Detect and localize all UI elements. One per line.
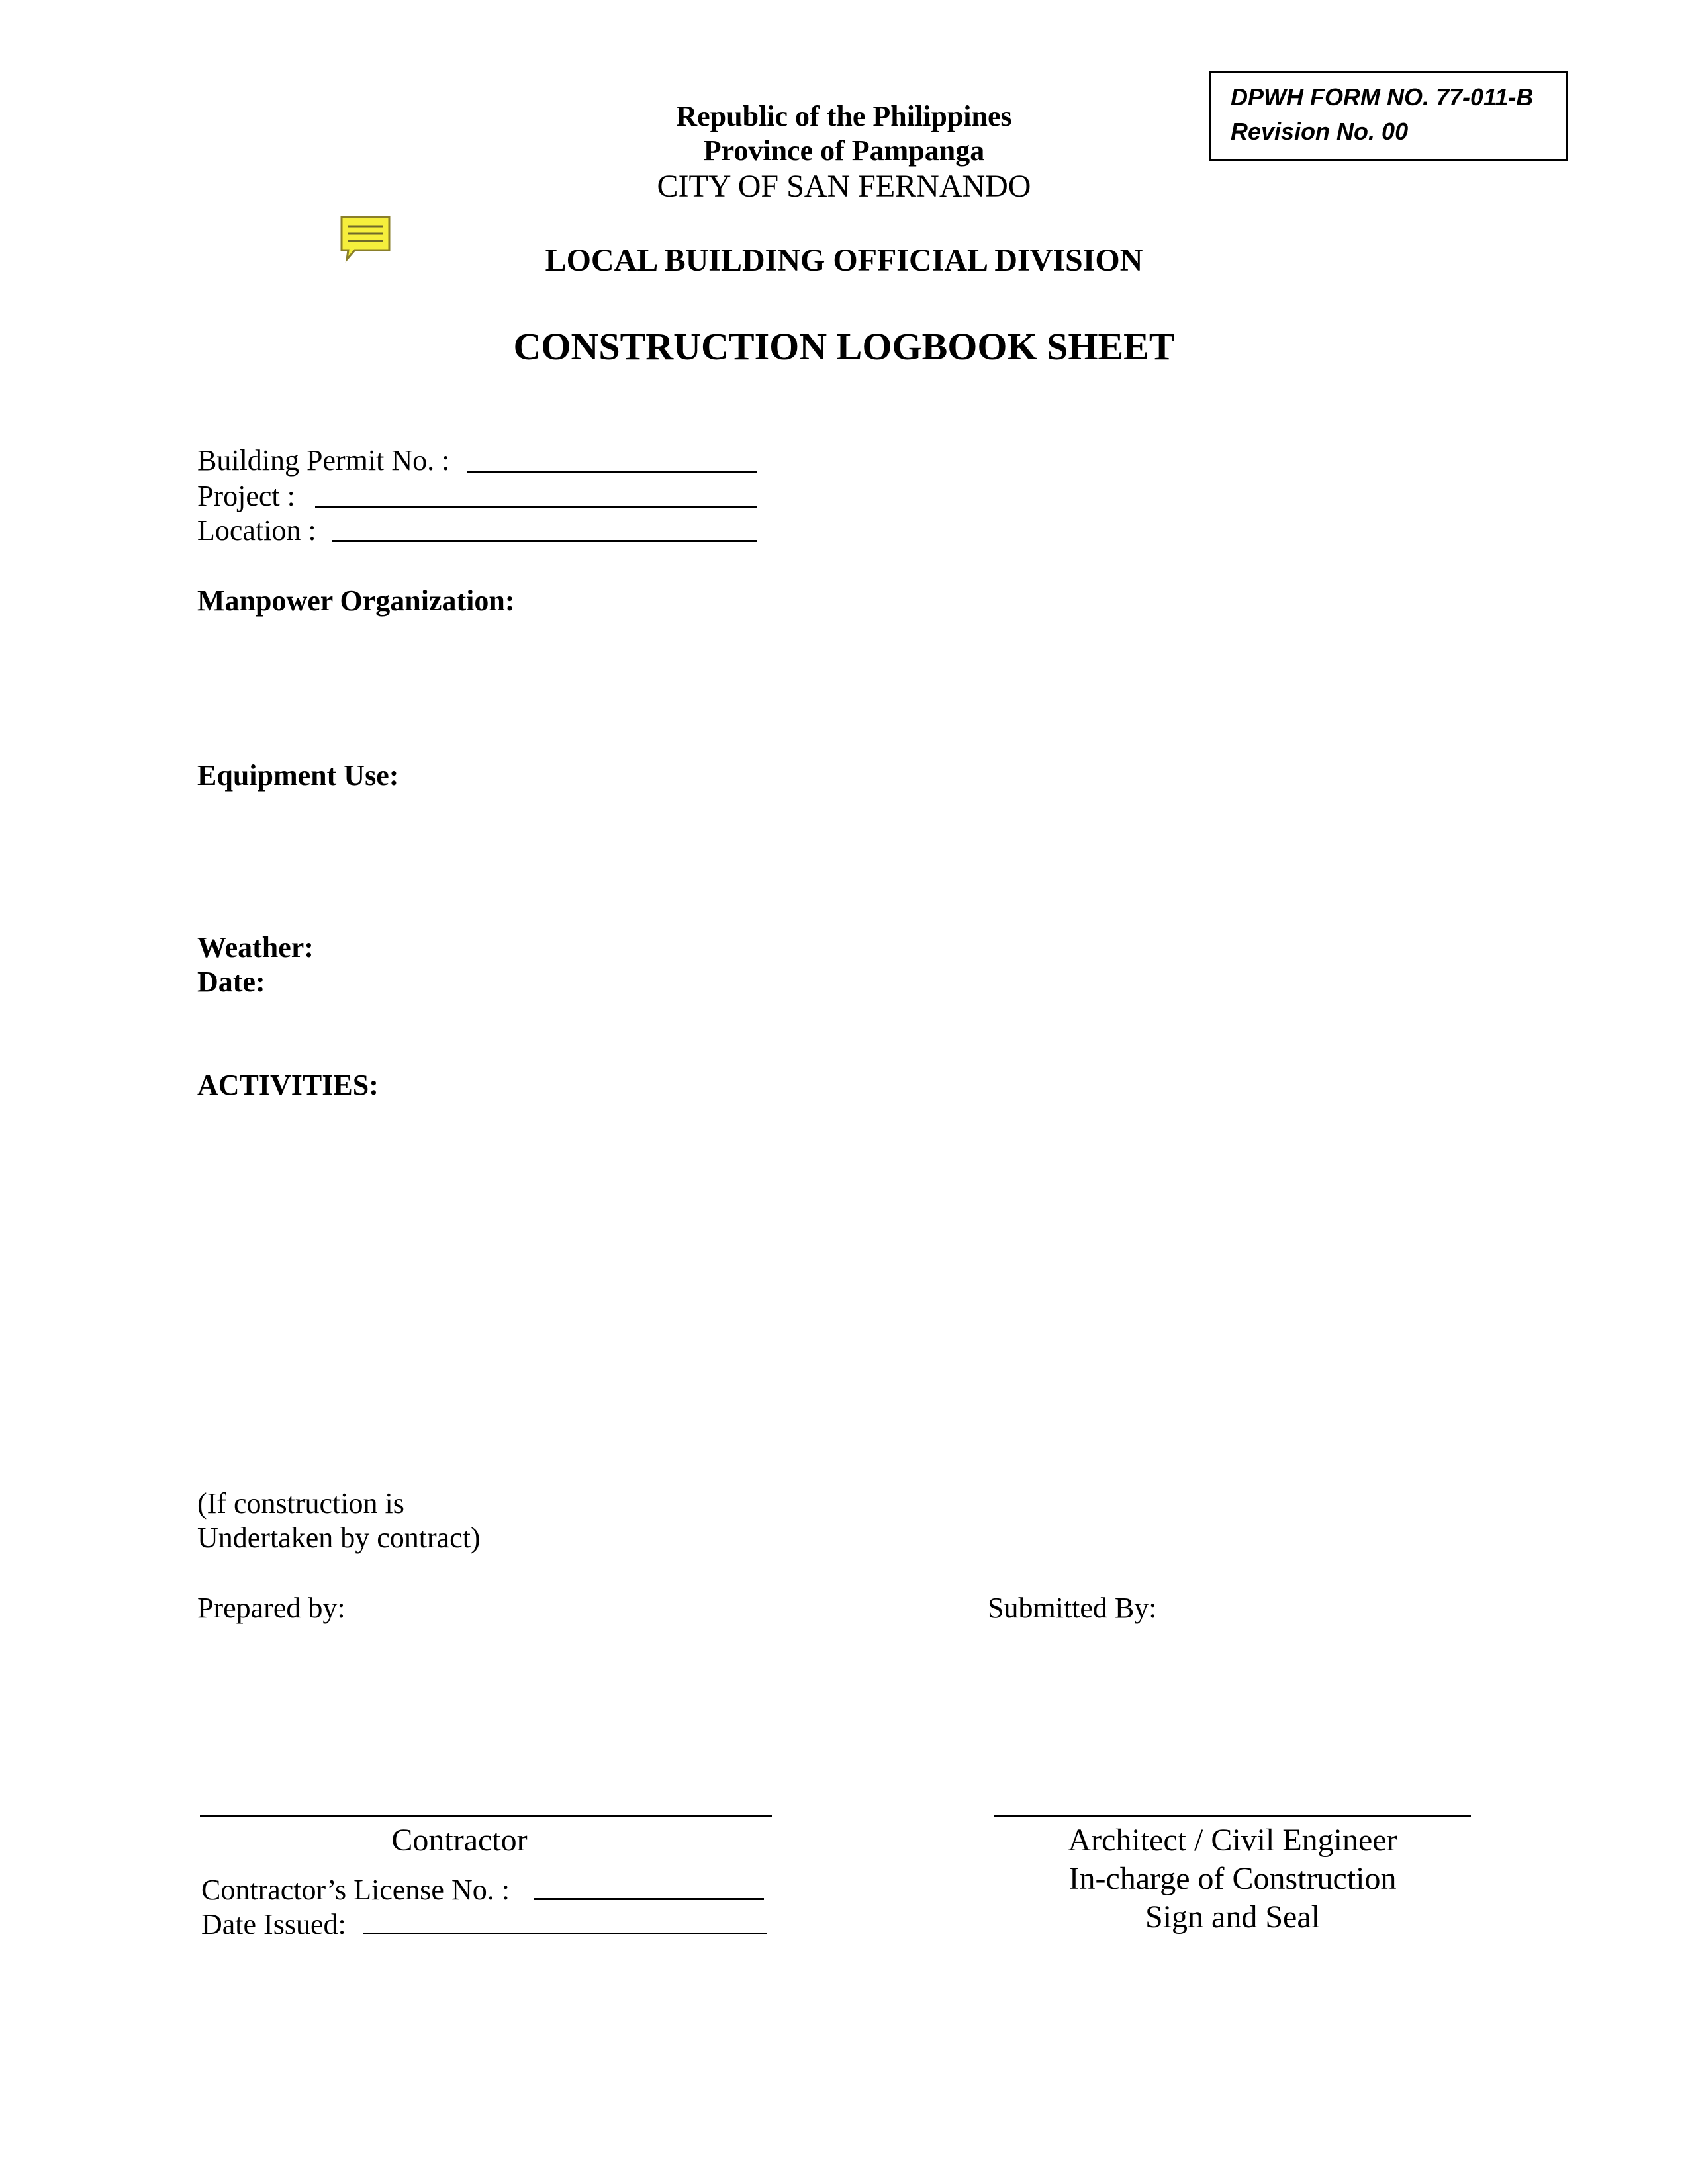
contractor-license-field[interactable] [534,1898,764,1900]
contractor-caption: Contractor [391,1823,528,1858]
province-heading: Province of Pampanga [703,134,985,167]
page-title: CONSTRUCTION LOGBOOK SHEET [513,325,1175,368]
contract-note-line2: Undertaken by contract) [197,1522,481,1554]
revision-number: Revision No. 00 [1231,118,1409,145]
activities-heading: ACTIVITIES: [197,1069,379,1101]
contract-note-line1: (If construction is [197,1487,404,1520]
engineer-signature-line[interactable] [994,1815,1471,1817]
building-permit-field[interactable] [467,471,757,473]
contractor-license-label: Contractor’s License No. : [201,1874,510,1906]
prepared-by-label: Prepared by: [197,1592,346,1624]
location-label: Location : [197,514,316,547]
engineer-title-line3: Sign and Seal [1145,1899,1320,1934]
building-permit-label: Building Permit No. : [197,444,450,477]
project-field[interactable] [315,506,757,508]
project-label: Project : [197,480,295,512]
date-label: Date: [197,966,265,998]
submitted-by-label: Submitted By: [988,1592,1157,1624]
manpower-heading: Manpower Organization: [197,584,515,617]
location-field[interactable] [332,540,757,542]
form-number: DPWH FORM NO. 77-011-B [1231,83,1534,111]
engineer-title-line1: Architect / Civil Engineer [1068,1823,1397,1858]
date-issued-label: Date Issued: [201,1908,346,1940]
equipment-heading: Equipment Use: [197,759,399,792]
city-heading: CITY OF SAN FERNANDO [657,169,1031,204]
division-heading: LOCAL BUILDING OFFICIAL DIVISION [545,243,1143,278]
republic-heading: Republic of the Philippines [676,100,1012,132]
weather-label: Weather: [197,931,314,964]
contractor-signature-line[interactable] [200,1815,772,1817]
engineer-title-line2: In-charge of Construction [1068,1861,1397,1896]
date-issued-field[interactable] [363,1933,767,1934]
